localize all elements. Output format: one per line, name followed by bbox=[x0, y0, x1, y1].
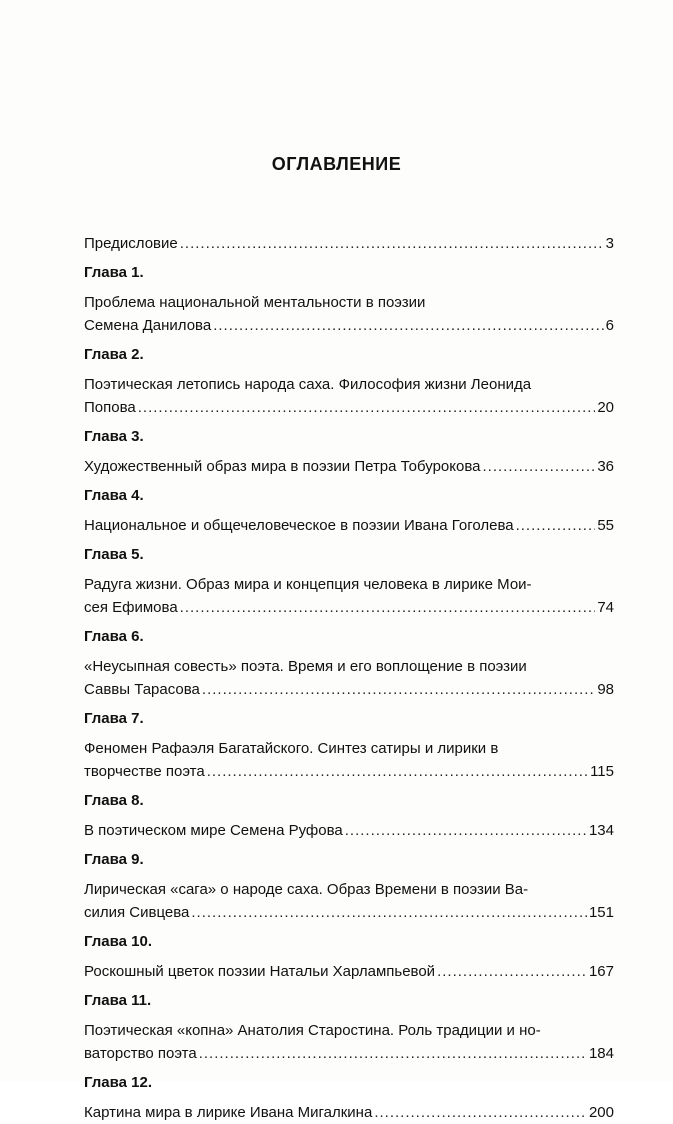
toc-entry-title: Картина мира в лирике Ивана Мигалкина bbox=[84, 1104, 373, 1121]
chapter-label: Глава 1. bbox=[84, 264, 144, 281]
toc-entry-title: сея Ефимова bbox=[84, 599, 178, 616]
dot-leader bbox=[199, 1042, 587, 1065]
dot-leader bbox=[374, 1101, 587, 1124]
dot-leader bbox=[213, 314, 603, 337]
chapter-label: Глава 5. bbox=[84, 546, 144, 563]
chapter-label: Глава 10. bbox=[84, 933, 153, 950]
dot-leader bbox=[202, 678, 595, 701]
chapter-label: Глава 12. bbox=[84, 1074, 153, 1091]
toc-entry-title: Национальное и общечеловеческое в поэзии Ивана Гоголева bbox=[84, 517, 514, 534]
toc-entry-title-line1: Лирическая «сага» о народе саха. Образ Времени в поэзии Ва- bbox=[84, 881, 529, 898]
toc-entry-title-line1: Феномен Рафаэля Багатайского. Синтез сатиры и лирики в bbox=[84, 740, 499, 757]
toc-page-number: 3 bbox=[605, 235, 614, 252]
toc-entry bbox=[84, 819, 614, 842]
dot-leader bbox=[138, 396, 596, 419]
toc-entry-title-line1: Поэтическая летопись народа саха. Философия жизни Леонида bbox=[84, 376, 532, 393]
toc-entry bbox=[84, 960, 614, 983]
toc-entry-title: Попова bbox=[84, 399, 136, 416]
toc-page-number: 20 bbox=[597, 399, 614, 416]
toc-page-number: 115 bbox=[590, 763, 614, 780]
dot-leader bbox=[180, 232, 604, 255]
toc-page-number: 200 bbox=[588, 1104, 614, 1121]
toc-entry bbox=[84, 655, 614, 701]
page-title: ОГЛАВЛЕНИЕ bbox=[271, 154, 402, 174]
toc-entry-title: ваторство поэта bbox=[84, 1045, 197, 1062]
dot-leader bbox=[345, 819, 587, 842]
toc-page-number: 134 bbox=[588, 822, 614, 839]
toc-entry bbox=[84, 514, 614, 537]
toc-entry-title: Саввы Тарасова bbox=[84, 681, 200, 698]
toc-entry-title-line1: Поэтическая «копна» Анатолия Старостина. Роль традиции и но- bbox=[84, 1022, 541, 1039]
toc-entry bbox=[84, 878, 614, 924]
chapter-label: Глава 7. bbox=[84, 710, 144, 727]
toc-entry-title-line1: «Неусыпная совесть» поэта. Время и его воплощение в поэзии bbox=[84, 658, 527, 675]
toc-page-number: 167 bbox=[588, 963, 614, 980]
chapter-label: Глава 4. bbox=[84, 487, 144, 504]
chapter-label: Глава 9. bbox=[84, 851, 144, 868]
toc-entry bbox=[84, 291, 614, 337]
dot-leader bbox=[191, 901, 587, 924]
chapter-label: Глава 3. bbox=[84, 428, 144, 445]
toc-page-number: 184 bbox=[588, 1045, 614, 1062]
toc-entry-title: творчестве поэта bbox=[84, 763, 205, 780]
dot-leader bbox=[483, 455, 596, 478]
toc-entry bbox=[84, 1101, 614, 1124]
toc-page-number: 98 bbox=[597, 681, 614, 698]
toc-entry bbox=[84, 1019, 614, 1065]
toc-entry-title: В поэтическом мире Семена Руфова bbox=[84, 822, 343, 839]
toc-entry-title: Предисловие bbox=[84, 235, 178, 252]
toc-page-number: 55 bbox=[597, 517, 614, 534]
toc-entry-title: Семена Данилова bbox=[84, 317, 212, 334]
toc-entry bbox=[84, 373, 614, 419]
chapter-list bbox=[84, 263, 614, 1124]
toc-entry-title-line1: Радуга жизни. Образ мира и концепция человека в лирике Мои- bbox=[84, 576, 532, 593]
toc-entry-title: Художественный образ мира в поэзии Петра Тобурокова bbox=[84, 458, 481, 475]
toc-entry bbox=[84, 737, 614, 783]
table-of-contents bbox=[84, 232, 614, 1124]
toc-entry-title: силия Сивцева bbox=[84, 904, 190, 921]
chapter-label: Глава 8. bbox=[84, 792, 144, 809]
toc-entry-title-line1: Проблема национальной ментальности в поэзии bbox=[84, 294, 426, 311]
toc-entry bbox=[84, 573, 614, 619]
dot-leader bbox=[516, 514, 596, 537]
toc-entry-preface bbox=[84, 232, 614, 255]
toc-entry bbox=[84, 455, 614, 478]
chapter-label: Глава 6. bbox=[84, 628, 144, 645]
toc-entry-title: Роскошный цветок поэзии Натальи Харлампьевой bbox=[84, 963, 436, 980]
toc-page-number: 36 bbox=[597, 458, 614, 475]
dot-leader bbox=[180, 596, 596, 619]
chapter-label: Глава 2. bbox=[84, 346, 144, 363]
dot-leader bbox=[207, 760, 588, 783]
toc-page-number: 151 bbox=[588, 904, 614, 921]
toc-page-number: 74 bbox=[597, 599, 614, 616]
chapter-label: Глава 11. bbox=[84, 992, 152, 1009]
dot-leader bbox=[437, 960, 587, 983]
toc-page-number: 6 bbox=[605, 317, 614, 334]
